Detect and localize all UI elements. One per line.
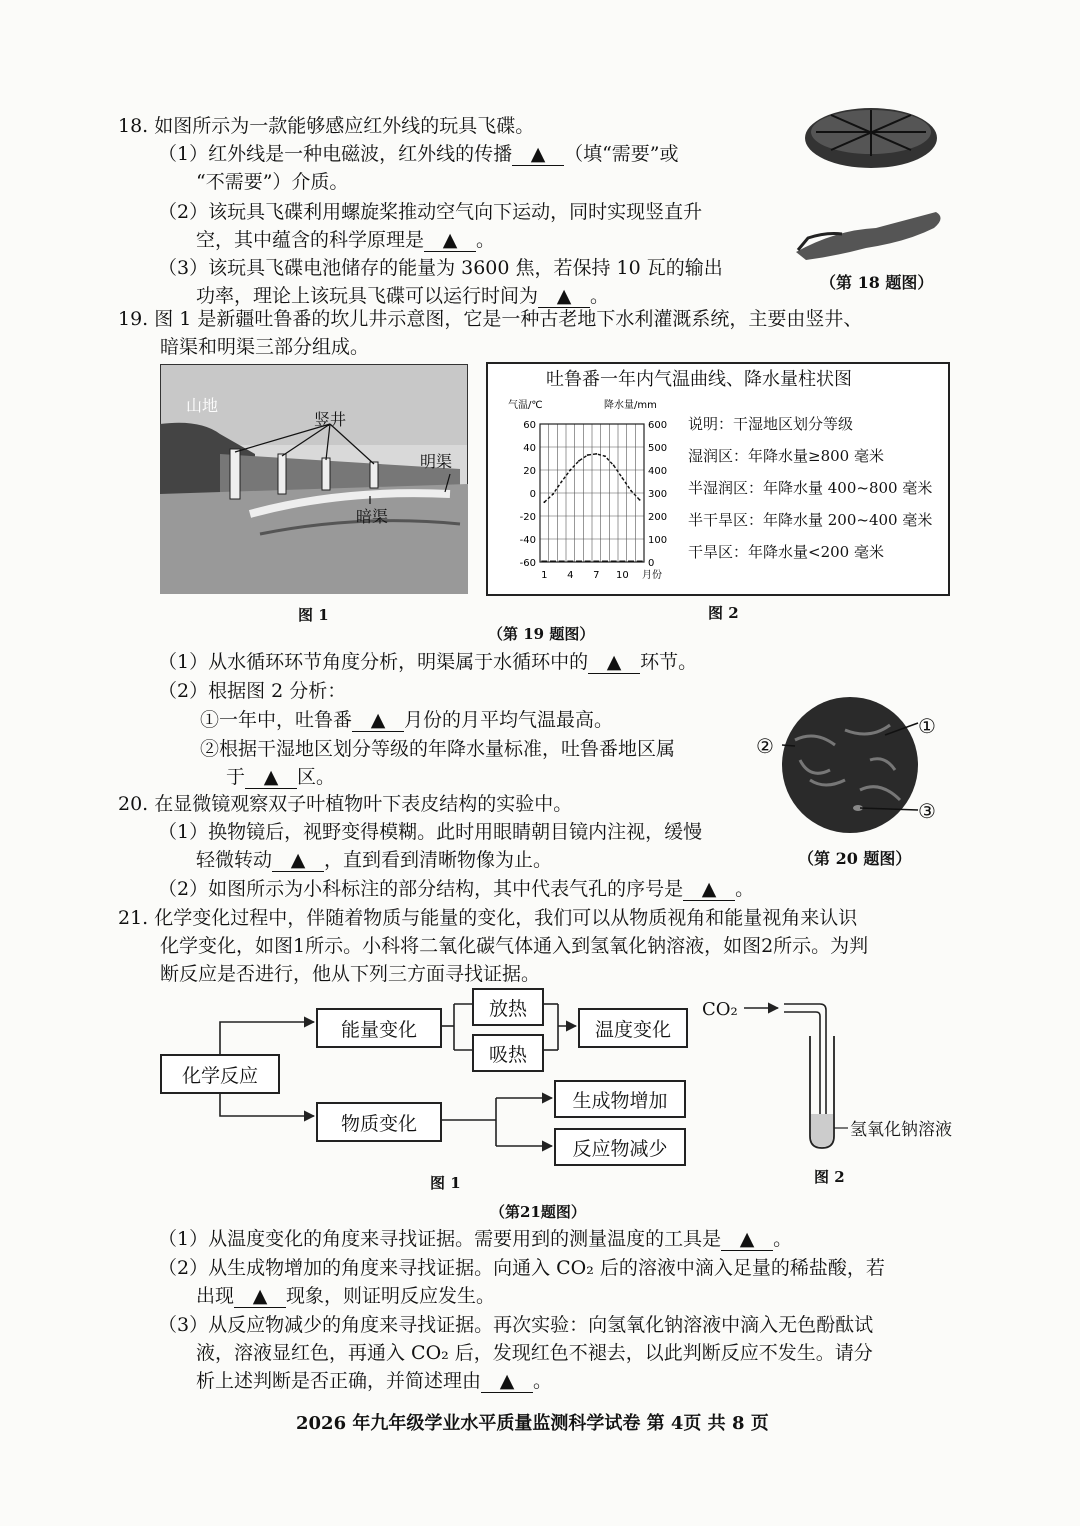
label-co2: CO₂ bbox=[702, 999, 738, 1020]
x-tick-label: 7 bbox=[593, 570, 600, 581]
answer-blank[interactable]: ▲ bbox=[512, 143, 564, 166]
y-tick-label: 20 bbox=[523, 466, 536, 477]
precipitation-bar bbox=[567, 561, 573, 563]
q21-part2-line1: （2）从生成物增加的角度来寻找证据。向通入 CO₂ 后的溶液中滴入足量的稀盐酸，若 bbox=[158, 1257, 885, 1279]
q19-part2: （2）根据图 2 分析： bbox=[158, 680, 347, 702]
y-tick-label: 60 bbox=[523, 420, 536, 431]
test-tube-apparatus bbox=[740, 996, 850, 1156]
answer-blank[interactable]: ▲ bbox=[481, 1370, 533, 1393]
temperature-point bbox=[587, 454, 589, 456]
y2-tick-label: 300 bbox=[648, 489, 668, 500]
label-mountain: 山地 bbox=[186, 396, 219, 415]
box-absorb-heat: 吸热 bbox=[472, 1034, 544, 1072]
q18-part3-line1: （3）该玩具飞碟电池储存的能量为 3600 焦，若保持 10 瓦的输出 bbox=[158, 257, 723, 279]
box-product-increase: 生成物增加 bbox=[554, 1080, 686, 1118]
temperature-point bbox=[630, 490, 632, 492]
temperature-point bbox=[595, 453, 597, 455]
marker-3: ③ bbox=[918, 799, 936, 823]
q21-fig1-caption: 图 1 bbox=[430, 1174, 461, 1192]
q21-part3-line3: 析上述判断是否正确，并简述理由 ▲ 。 bbox=[196, 1370, 553, 1392]
q19-figure-caption: （第 19 题图） bbox=[488, 625, 595, 643]
temperature-point bbox=[569, 469, 571, 471]
q21-part3-line2: 液，溶液显红色，再通入 CO₂ 后，发现红色不褪去，以此判断反应不发生。请分 bbox=[196, 1342, 873, 1364]
q21-part3-line1: （3）从反应物减少的角度来寻找证据。再次实验：向氢氧化钠溶液中滴入无色酚酞试 bbox=[158, 1314, 874, 1336]
precipitation-bar bbox=[593, 561, 599, 563]
q18-part3-line2: 功率，理论上该玩具飞碟可以运行时间为 ▲ 。 bbox=[196, 285, 610, 307]
answer-blank[interactable]: ▲ bbox=[234, 1285, 286, 1308]
note-title: 说明：干湿地区划分等级 bbox=[688, 415, 854, 433]
q20-stem: 20. 在显微镜观察双子叶植物叶下表皮结构的实验中。 bbox=[118, 793, 573, 815]
climate-chart bbox=[494, 394, 680, 590]
temperature-point bbox=[578, 460, 580, 462]
q18-part1-line1: （1）红外线是一种电磁波，红外线的传播 ▲ （填“需要”或 bbox=[158, 143, 679, 165]
note-humid: 湿润区：年降水量≥800 毫米 bbox=[688, 447, 884, 465]
temperature-point bbox=[604, 455, 606, 457]
temperature-point bbox=[543, 501, 545, 503]
precipitation-bar bbox=[550, 561, 556, 563]
q18-stem: 18. 如图所示为一款能够感应红外线的玩具飞碟。 bbox=[118, 115, 535, 137]
y-axis-label: 气温/℃ bbox=[508, 400, 543, 411]
box-chemical-reaction: 化学反应 bbox=[160, 1054, 280, 1094]
temperature-point bbox=[613, 465, 615, 467]
temperature-point bbox=[552, 493, 554, 495]
x-tick-label: 4 bbox=[567, 570, 574, 581]
q18-part1-line2: “不需要”）介质。 bbox=[196, 171, 349, 193]
y2-tick-label: 500 bbox=[648, 443, 668, 454]
box-temperature-change: 温度变化 bbox=[578, 1008, 688, 1048]
y2-axis-label: 降水量/mm bbox=[604, 400, 657, 411]
x-tick-label: 10 bbox=[615, 570, 629, 581]
y2-tick-label: 400 bbox=[648, 466, 668, 477]
note-semi-arid: 半干旱区：年降水量 200~400 毫米 bbox=[688, 511, 933, 529]
y2-tick-label: 600 bbox=[648, 420, 668, 431]
y-tick-label: 40 bbox=[523, 443, 536, 454]
box-reactant-decrease: 反应物减少 bbox=[554, 1128, 686, 1166]
box-matter-change: 物质变化 bbox=[316, 1102, 442, 1142]
q19-fig1-caption: 图 1 bbox=[298, 606, 329, 624]
box-energy-change: 能量变化 bbox=[316, 1008, 442, 1048]
x-tick-label: 1 bbox=[541, 570, 548, 581]
q21-figure-caption: （第21题图） bbox=[490, 1203, 586, 1221]
q20-figure-caption: （第 20 题图） bbox=[798, 849, 912, 868]
note-arid: 干旱区：年降水量<200 毫米 bbox=[688, 543, 884, 561]
temperature-point bbox=[561, 481, 563, 483]
q18-figure-caption: （第 18 题图） bbox=[820, 273, 934, 292]
precipitation-bar bbox=[559, 561, 565, 563]
answer-blank[interactable]: ▲ bbox=[538, 285, 590, 308]
precipitation-bar bbox=[628, 561, 634, 563]
precipitation-bar bbox=[585, 561, 591, 563]
q21-stem-line1: 21. 化学变化过程中，伴随着物质与能量的变化，我们可以从物质视角和能量视角来认识 bbox=[118, 907, 858, 929]
y2-tick-label: 200 bbox=[648, 512, 668, 523]
q21-part2-line2: 出现 ▲ 现象，则证明反应发生。 bbox=[196, 1285, 496, 1307]
label-hidden-channel: 暗渠 bbox=[356, 507, 389, 526]
label-open-channel: 明渠 bbox=[420, 452, 453, 471]
answer-blank[interactable]: ▲ bbox=[272, 849, 324, 872]
q19-stem-line1: 19. 图 1 是新疆吐鲁番的坎儿井示意图，它是一种古老地下水利灌溉系统，主要由竖井、 bbox=[118, 308, 863, 330]
q21-part1: （1）从温度变化的角度来寻找证据。需要用到的测量温度的工具是 ▲ 。 bbox=[158, 1228, 793, 1250]
answer-blank[interactable]: ▲ bbox=[721, 1228, 773, 1251]
answer-blank[interactable]: ▲ bbox=[424, 229, 476, 252]
note-semi-humid: 半湿润区：年降水量 400~800 毫米 bbox=[688, 479, 933, 497]
y-tick-label: -40 bbox=[519, 535, 536, 546]
y2-tick-label: 100 bbox=[648, 535, 668, 546]
q19-part1: （1）从水循环环节角度分析，明渠属于水循环中的 ▲ 环节。 bbox=[158, 651, 698, 673]
q20-part1-line1: （1）换物镜后，视野变得模糊。此时用眼睛朝目镜内注视，缓慢 bbox=[158, 821, 703, 843]
q19-part2-sub2-line1: ②根据干湿地区划分等级的年降水量标准，吐鲁番地区属 bbox=[200, 738, 676, 760]
precipitation-bar bbox=[602, 561, 608, 563]
temperature-point bbox=[621, 477, 623, 479]
q19-fig2-caption: 图 2 bbox=[708, 604, 739, 622]
q20-part2: （2）如图所示为小科标注的部分结构，其中代表气孔的序号是 ▲ 。 bbox=[158, 878, 755, 900]
y2-tick-label: 0 bbox=[648, 558, 655, 569]
chart-title: 吐鲁番一年内气温曲线、降水量柱状图 bbox=[546, 369, 852, 390]
precipitation-bar bbox=[637, 561, 643, 563]
y-tick-label: -60 bbox=[519, 558, 536, 569]
answer-blank[interactable]: ▲ bbox=[588, 651, 640, 674]
ufo-toy-image bbox=[796, 100, 946, 270]
q19-part2-sub2-line2: 于 ▲ 区。 bbox=[226, 766, 336, 788]
q21-fig2-caption: 图 2 bbox=[814, 1168, 845, 1186]
marker-2: ② bbox=[756, 734, 774, 758]
x-axis-label: 月份 bbox=[642, 570, 662, 581]
answer-blank[interactable]: ▲ bbox=[683, 878, 735, 901]
q21-stem-line2: 化学变化，如图1所示。小科将二氧化碳气体通入到氢氧化钠溶液，如图2所示。为判 bbox=[160, 935, 869, 957]
q20-part1-line2: 轻微转动 ▲ ，直到看到清晰物像为止。 bbox=[196, 849, 553, 871]
temperature-point bbox=[639, 499, 641, 501]
answer-blank[interactable]: ▲ bbox=[245, 766, 297, 789]
label-vertical-shaft: 竖井 bbox=[314, 410, 347, 429]
y-tick-label: -20 bbox=[519, 512, 536, 523]
q18-part2-line1: （2）该玩具飞碟利用螺旋桨推动空气向下运动，同时实现竖直升 bbox=[158, 201, 703, 223]
precipitation-bar bbox=[576, 561, 582, 563]
marker-1: ① bbox=[918, 714, 936, 738]
q18-part2-line2: 空，其中蕴含的科学原理是 ▲ 。 bbox=[196, 229, 496, 251]
q19-stem-line2: 暗渠和明渠三部分组成。 bbox=[160, 336, 370, 358]
precipitation-bar bbox=[541, 561, 547, 563]
page-footer: 2026 年九年级学业水平质量监测科学试卷 第 4页 共 8 页 bbox=[296, 1413, 769, 1434]
precipitation-bar bbox=[611, 561, 617, 563]
box-release-heat: 放热 bbox=[472, 988, 544, 1026]
q19-part2-sub1: ①一年中，吐鲁番 ▲ 月份的月平均气温最高。 bbox=[200, 709, 614, 731]
label-naoh-solution: 氢氧化钠溶液 bbox=[850, 1120, 952, 1140]
q21-stem-line3: 断反应是否进行，他从下列三方面寻找证据。 bbox=[160, 963, 541, 985]
y-tick-label: 0 bbox=[529, 489, 536, 500]
precipitation-bar bbox=[619, 561, 625, 563]
answer-blank[interactable]: ▲ bbox=[352, 709, 404, 732]
